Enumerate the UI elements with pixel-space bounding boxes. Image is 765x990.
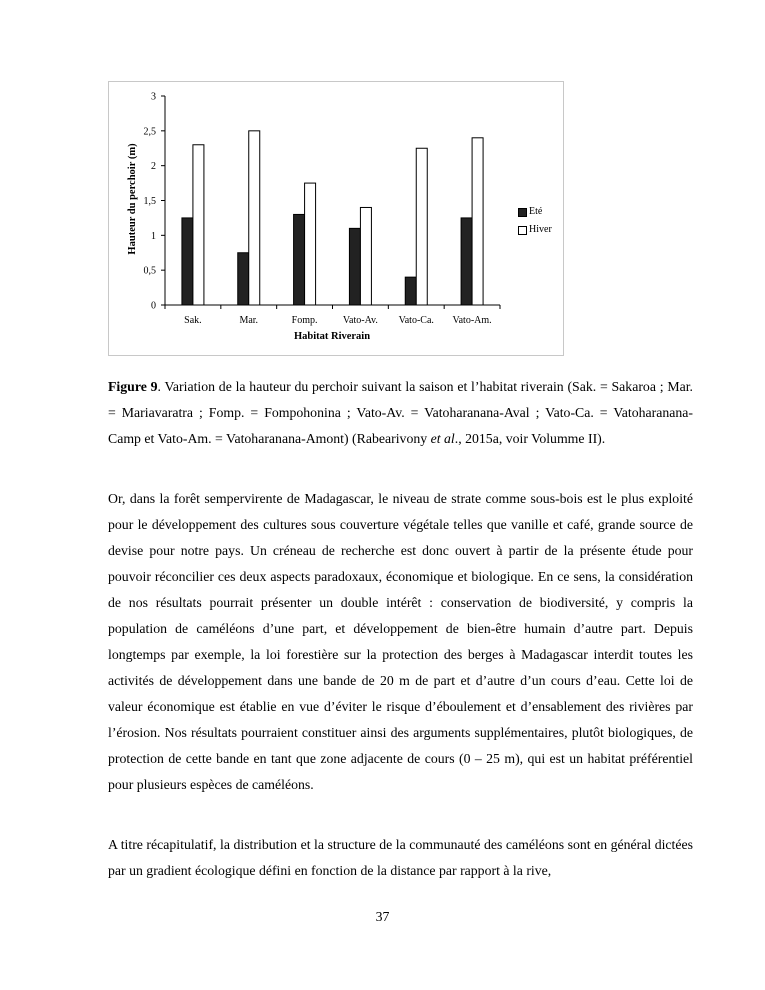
bar-chart: [109, 82, 565, 357]
figure-caption: [108, 374, 693, 452]
bar-hiver-0: [193, 145, 204, 305]
legend-swatch-ete: [518, 208, 527, 217]
legend-label-ete: Eté: [529, 206, 543, 217]
bar-ete-4: [405, 277, 416, 305]
x-tick-label: Vato-Am.: [452, 315, 492, 326]
y-axis: [144, 92, 166, 312]
bar-ete-1: [238, 253, 249, 305]
bar-hiver-1: [249, 131, 260, 305]
legend-item-ete: [518, 203, 552, 221]
bar-ete-3: [349, 228, 360, 305]
x-axis-label: Habitat Riverain: [293, 331, 371, 342]
page-number: 37: [375, 909, 390, 924]
y-tick-label: 0,5: [143, 265, 156, 277]
legend-item-hiver: [518, 221, 552, 239]
bar-hiver-5: [472, 138, 483, 305]
x-tick-label: Fomp.: [291, 315, 318, 326]
y-tick-label: 3: [151, 91, 156, 103]
caption-text-after: ., 2015a, voir Volumme II).: [454, 431, 606, 446]
y-tick-label: 2: [151, 161, 156, 173]
y-tick-label: 1,5: [143, 196, 156, 207]
paragraph: Or, dans la forêt sempervirente de Madagascar, le niveau de strate comme sous-bois est le plus exploité pour le développement des cultures sous couverture végétale telles que vanille et café, grande source de devise pour notre pays. Un créneau de recherche est donc ouvert à partir de la présente étude pour pouvoir réconcilier ces deux aspects paradoxaux, économique et biologique. En ce sens, la considération de nos résultats pourrait présenter un double intérêt : conservation de biodiversité, y compris la population de caméléons d’une part, et développement de bien-être humain d’autre part. Depuis longtemps par exemple, la loi forestière sur la protection des berges à Madagascar interdit toutes les activités de développement dans une bande de 20 m de part et d’autre d’un cours d’eau. Cette loi de valeur économique est établie en vue d’éviter le risque d’éboulement et d’ensablement des rivières par l’érosion. Nos résultats pourraient constituer ainsi des arguments supplémentaires, plutôt biologiques, de protection de cette bande en tant que zone adjacente de cours (0 – 25 m), qui est un habitat préférentiel pour plusieurs espèces de caméléons.: [108, 491, 693, 792]
paragraph: A titre récapitulatif, la distribution et la structure de la communauté des caméléons sont en général dictées par un gradient écologique défini en fonction de la distance par rapport à la rive,: [108, 837, 693, 878]
x-tick-label: Sak.: [184, 315, 202, 326]
x-tick-label: Vato-Av.: [342, 315, 378, 326]
bars: [182, 131, 483, 305]
chart-legend: [518, 203, 552, 239]
x-axis: [165, 305, 500, 326]
bar-hiver-4: [416, 148, 427, 305]
y-tick-label: 2,5: [143, 126, 156, 138]
caption-italic: et al: [430, 431, 455, 446]
caption-text-before: . Variation de la hauteur du perchoir suivant la saison et l’habitat riverain (Sak. = Sakaroa ; Mar. = Mariavaratra ; Fomp. = Fompohonina ; Vato-Av. = Vatoharanana-Aval ; Vato-Ca. = Vatoharanana-Camp et Vato-Am. = Vatoharanana-Amont) (Rabearivony: [108, 379, 693, 446]
bar-hiver-2: [305, 183, 316, 305]
figure-label: Figure 9: [108, 379, 158, 394]
legend-label-hiver: Hiver: [529, 224, 552, 235]
y-axis-label: Hauteur du perchoir (m): [127, 143, 138, 255]
legend-swatch-hiver: [518, 226, 527, 235]
bar-ete-2: [294, 214, 305, 305]
y-tick-label: 0: [151, 300, 156, 312]
bar-ete-5: [461, 218, 472, 305]
y-tick-label: 1: [151, 230, 156, 242]
x-tick-label: Vato-Ca.: [398, 315, 434, 326]
figure-9-chart: [108, 81, 564, 356]
x-tick-label: Mar.: [239, 315, 259, 326]
bar-hiver-3: [360, 207, 371, 305]
bar-ete-0: [182, 218, 193, 305]
